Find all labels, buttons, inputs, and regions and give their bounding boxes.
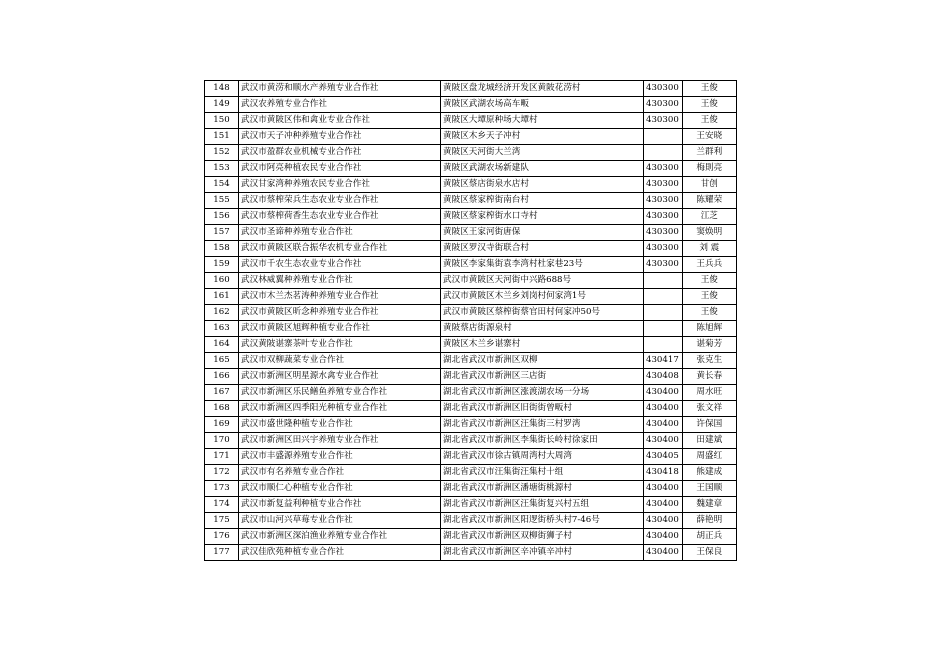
cooperative-name-cell: 武汉市蔡榨荷香生态农业专业合作社	[239, 209, 441, 225]
table-row	[205, 129, 737, 145]
postal-code-cell	[644, 289, 683, 305]
cooperative-name-cell: 武汉市黄陂区旭辉种植专业合作社	[239, 321, 441, 337]
row-number-cell: 169	[205, 417, 239, 433]
address-cell: 黄陂区木兰乡谌寨村	[441, 337, 644, 353]
contact-person-cell: 黄长春	[682, 369, 736, 385]
cooperative-name-cell: 武汉市黄涝和顺水产养殖专业合作社	[239, 81, 441, 97]
contact-person-cell: 王兵兵	[682, 257, 736, 273]
row-number-cell: 167	[205, 385, 239, 401]
table-row	[205, 289, 737, 305]
table-row	[205, 161, 737, 177]
address-cell: 黄陂区木乡天子冲村	[441, 129, 644, 145]
contact-person-cell: 王国顺	[682, 481, 736, 497]
address-cell: 黄陂区大墰原种场大墰村	[441, 113, 644, 129]
address-cell: 黄陂区盘龙城经济开发区黄陂花涝村	[441, 81, 644, 97]
row-number-cell: 170	[205, 433, 239, 449]
cooperative-name-cell: 武汉市盈群农业机械专业合作社	[239, 145, 441, 161]
postal-code-cell: 430400	[644, 513, 683, 529]
table-row	[205, 497, 737, 513]
row-number-cell: 164	[205, 337, 239, 353]
table-row	[205, 273, 737, 289]
contact-person-cell: 窦焕明	[682, 225, 736, 241]
postal-code-cell	[644, 305, 683, 321]
address-cell: 湖北省武汉市新洲区汪集街复兴村五组	[441, 497, 644, 513]
contact-person-cell: 张克生	[682, 353, 736, 369]
table-row	[205, 81, 737, 97]
address-cell: 湖北省武汉市新洲区潘塘街桃源村	[441, 481, 644, 497]
address-cell: 湖北省武汉市新洲区涨渡湖农场一分场	[441, 385, 644, 401]
contact-person-cell: 熊建成	[682, 465, 736, 481]
contact-person-cell: 谌菊芳	[682, 337, 736, 353]
address-cell: 武汉市黄陂区蔡榨街蔡官田村何家冲50号	[441, 305, 644, 321]
cooperative-name-cell: 武汉市双柳蔬菜专业合作社	[239, 353, 441, 369]
address-cell: 湖北省武汉市汪集街汪集村十组	[441, 465, 644, 481]
address-cell: 黄陂区王家河街唐保	[441, 225, 644, 241]
cooperative-name-cell: 武汉市新洲区明星源水禽专业合作社	[239, 369, 441, 385]
table-body	[205, 81, 737, 561]
address-cell: 黄陂区武湖农场高车畈	[441, 97, 644, 113]
cooperative-name-cell: 武汉市有名养殖专业合作社	[239, 465, 441, 481]
table-row	[205, 529, 737, 545]
postal-code-cell: 430300	[644, 97, 683, 113]
row-number-cell: 155	[205, 193, 239, 209]
postal-code-cell	[644, 145, 683, 161]
table-row	[205, 305, 737, 321]
postal-code-cell: 430418	[644, 465, 683, 481]
contact-person-cell: 江芝	[682, 209, 736, 225]
address-cell: 黄陂蔡店街源泉村	[441, 321, 644, 337]
row-number-cell: 166	[205, 369, 239, 385]
table-row	[205, 353, 737, 369]
row-number-cell: 158	[205, 241, 239, 257]
cooperative-name-cell: 武汉佳欣苑种植专业合作社	[239, 545, 441, 561]
postal-code-cell: 430300	[644, 177, 683, 193]
table-row	[205, 177, 737, 193]
cooperative-name-cell: 武汉市新洲区四季阳光种植专业合作社	[239, 401, 441, 417]
cooperative-name-cell: 武汉市木兰杰茗涛种养殖专业合作社	[239, 289, 441, 305]
postal-code-cell: 430300	[644, 113, 683, 129]
postal-code-cell: 430400	[644, 529, 683, 545]
cooperative-name-cell: 武汉甘家湾种养殖农民专业合作社	[239, 177, 441, 193]
address-cell: 湖北省武汉市新洲区双柳街狮子村	[441, 529, 644, 545]
row-number-cell: 173	[205, 481, 239, 497]
address-cell: 湖北省武汉市新洲区李集街长岭村徐家田	[441, 433, 644, 449]
postal-code-cell	[644, 337, 683, 353]
table-row	[205, 145, 737, 161]
row-number-cell: 160	[205, 273, 239, 289]
postal-code-cell: 430400	[644, 417, 683, 433]
postal-code-cell: 430408	[644, 369, 683, 385]
table-row	[205, 545, 737, 561]
table-row	[205, 417, 737, 433]
table-row	[205, 369, 737, 385]
row-number-cell: 172	[205, 465, 239, 481]
contact-person-cell: 胡正兵	[682, 529, 736, 545]
postal-code-cell: 430400	[644, 385, 683, 401]
table-row	[205, 193, 737, 209]
contact-person-cell: 王保良	[682, 545, 736, 561]
cooperative-name-cell: 武汉市新洲区深泊渔业养殖专业合作社	[239, 529, 441, 545]
postal-code-cell: 430400	[644, 545, 683, 561]
row-number-cell: 152	[205, 145, 239, 161]
table-row	[205, 401, 737, 417]
cooperative-name-cell: 武汉市新洲区田兴宇养殖专业合作社	[239, 433, 441, 449]
postal-code-cell: 430405	[644, 449, 683, 465]
cooperative-name-cell: 武汉市天子冲种养殖专业合作社	[239, 129, 441, 145]
row-number-cell: 174	[205, 497, 239, 513]
contact-person-cell: 王俊	[682, 81, 736, 97]
address-cell: 湖北省武汉市新洲区阳逻街桥头村7-46号	[441, 513, 644, 529]
cooperative-name-cell: 武汉市蔡榨荣兵生态农业专业合作社	[239, 193, 441, 209]
postal-code-cell: 430400	[644, 433, 683, 449]
contact-person-cell: 王俊	[682, 305, 736, 321]
row-number-cell: 148	[205, 81, 239, 97]
row-number-cell: 149	[205, 97, 239, 113]
row-number-cell: 157	[205, 225, 239, 241]
cooperative-name-cell: 武汉农养殖专业合作社	[239, 97, 441, 113]
address-cell: 湖北省武汉市新洲区汪集街三村罗湾	[441, 417, 644, 433]
address-cell: 武汉市黄陂区天河街中兴路688号	[441, 273, 644, 289]
contact-person-cell: 许保国	[682, 417, 736, 433]
table-row	[205, 385, 737, 401]
postal-code-cell: 430300	[644, 81, 683, 97]
cooperative-name-cell: 武汉市顺仁心种植专业合作社	[239, 481, 441, 497]
contact-person-cell: 魏建章	[682, 497, 736, 513]
table-row	[205, 241, 737, 257]
postal-code-cell	[644, 129, 683, 145]
contact-person-cell: 甘创	[682, 177, 736, 193]
table-row	[205, 513, 737, 529]
cooperative-name-cell: 武汉市圣谛种养殖专业合作社	[239, 225, 441, 241]
postal-code-cell: 430300	[644, 209, 683, 225]
table-row	[205, 113, 737, 129]
postal-code-cell: 430300	[644, 257, 683, 273]
contact-person-cell: 薛艳明	[682, 513, 736, 529]
row-number-cell: 162	[205, 305, 239, 321]
contact-person-cell: 田建斌	[682, 433, 736, 449]
postal-code-cell: 430400	[644, 401, 683, 417]
contact-person-cell: 王俊	[682, 273, 736, 289]
contact-person-cell: 陈旭辉	[682, 321, 736, 337]
contact-person-cell: 兰群利	[682, 145, 736, 161]
address-cell: 黄陂区武湖农场新建队	[441, 161, 644, 177]
row-number-cell: 153	[205, 161, 239, 177]
row-number-cell: 165	[205, 353, 239, 369]
postal-code-cell: 430300	[644, 225, 683, 241]
row-number-cell: 163	[205, 321, 239, 337]
postal-code-cell: 430417	[644, 353, 683, 369]
contact-person-cell: 王俊	[682, 113, 736, 129]
table-row	[205, 433, 737, 449]
contact-person-cell: 陈耀荣	[682, 193, 736, 209]
postal-code-cell: 430300	[644, 241, 683, 257]
contact-person-cell: 周水旺	[682, 385, 736, 401]
cooperative-name-cell: 武汉市盛世隆种植专业合作社	[239, 417, 441, 433]
postal-code-cell: 430300	[644, 161, 683, 177]
table-row	[205, 225, 737, 241]
table-row	[205, 257, 737, 273]
address-cell: 湖北省武汉市新洲区辛冲镇辛冲村	[441, 545, 644, 561]
contact-person-cell: 梅則亮	[682, 161, 736, 177]
row-number-cell: 177	[205, 545, 239, 561]
row-number-cell: 156	[205, 209, 239, 225]
cooperative-name-cell: 武汉市新洲区乐民鳝鱼养殖专业合作社	[239, 385, 441, 401]
address-cell: 武汉市黄陂区木兰乡刘岗村何家湾1号	[441, 289, 644, 305]
cooperative-name-cell: 武汉市千农生态农业专业合作社	[239, 257, 441, 273]
address-cell: 黄陂区李家集街袁李湾村杜家巷23号	[441, 257, 644, 273]
address-cell: 黄陂区罗汉寺街联合村	[441, 241, 644, 257]
contact-person-cell: 王俊	[682, 97, 736, 113]
table-row	[205, 449, 737, 465]
postal-code-cell	[644, 273, 683, 289]
row-number-cell: 171	[205, 449, 239, 465]
address-cell: 黄陂区天河街大兰湾	[441, 145, 644, 161]
postal-code-cell: 430300	[644, 193, 683, 209]
address-cell: 湖北省武汉市新洲区三店街	[441, 369, 644, 385]
cooperative-name-cell: 武汉市丰盛源养殖专业合作社	[239, 449, 441, 465]
table-row	[205, 465, 737, 481]
address-cell: 黄陂区蔡店街泉水店村	[441, 177, 644, 193]
contact-person-cell: 王安晓	[682, 129, 736, 145]
table-row	[205, 337, 737, 353]
cooperative-name-cell: 武汉市黄陂区昕念种养殖专业合作社	[239, 305, 441, 321]
contact-person-cell: 周盛红	[682, 449, 736, 465]
postal-code-cell: 430400	[644, 497, 683, 513]
row-number-cell: 151	[205, 129, 239, 145]
cooperative-name-cell: 武汉黄陂谌寨茶叶专业合作社	[239, 337, 441, 353]
address-cell: 黄陂区蔡家榨街南台村	[441, 193, 644, 209]
row-number-cell: 159	[205, 257, 239, 273]
address-cell: 湖北省武汉市新洲区旧街街曾畈村	[441, 401, 644, 417]
address-cell: 黄陂区蔡家榨街水口寺村	[441, 209, 644, 225]
address-cell: 湖北省武汉市新洲区双柳	[441, 353, 644, 369]
row-number-cell: 150	[205, 113, 239, 129]
contact-person-cell: 王俊	[682, 289, 736, 305]
row-number-cell: 176	[205, 529, 239, 545]
cooperative-name-cell: 武汉市阿亮种植农民专业合作社	[239, 161, 441, 177]
contact-person-cell: 张文祥	[682, 401, 736, 417]
row-number-cell: 175	[205, 513, 239, 529]
table-row	[205, 209, 737, 225]
contact-person-cell: 刘 震	[682, 241, 736, 257]
cooperative-name-cell: 武汉市新复益利种植专业合作社	[239, 497, 441, 513]
cooperative-name-cell: 武汉林威翼种养殖专业合作社	[239, 273, 441, 289]
cooperative-name-cell: 武汉市山河兴草莓专业合作社	[239, 513, 441, 529]
postal-code-cell: 430400	[644, 481, 683, 497]
cooperative-name-cell: 武汉市黄陂区联合振华农机专业合作社	[239, 241, 441, 257]
row-number-cell: 154	[205, 177, 239, 193]
row-number-cell: 161	[205, 289, 239, 305]
postal-code-cell	[644, 321, 683, 337]
row-number-cell: 168	[205, 401, 239, 417]
address-cell: 湖北省武汉市徐古镇周湾村大周湾	[441, 449, 644, 465]
cooperative-name-cell: 武汉市黄陂区伟和禽业专业合作社	[239, 113, 441, 129]
table-row	[205, 481, 737, 497]
table-row	[205, 97, 737, 113]
table-row	[205, 321, 737, 337]
cooperative-registry-table	[204, 80, 737, 561]
